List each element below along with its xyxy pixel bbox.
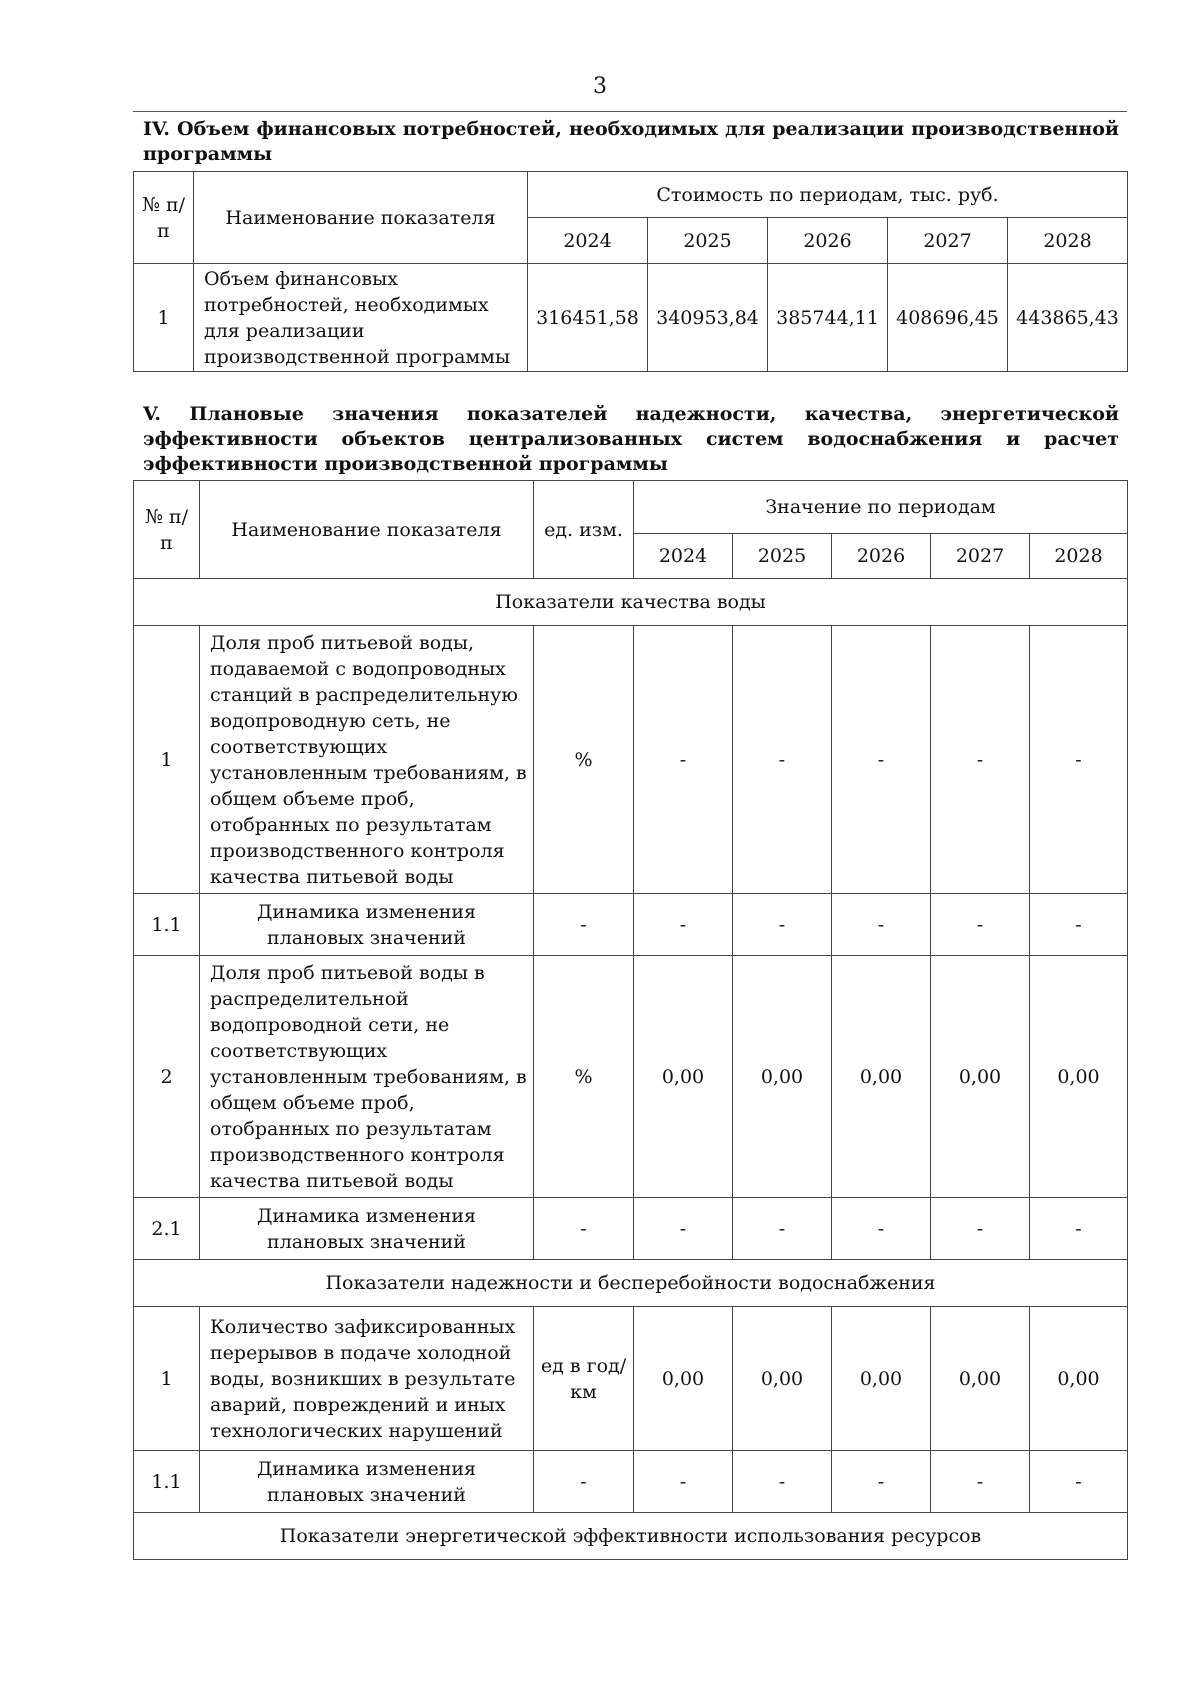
value-cell: 0,00 bbox=[1030, 1307, 1128, 1451]
table-row bbox=[134, 1198, 1128, 1260]
value-cell: 0,00 bbox=[634, 1307, 733, 1451]
row-unit: - bbox=[534, 894, 634, 956]
value-cell: - bbox=[832, 1451, 931, 1513]
value-cell: 408696,45 bbox=[888, 264, 1008, 372]
value-cell: - bbox=[832, 894, 931, 956]
value-cell: 0,00 bbox=[733, 1307, 832, 1451]
header-cost: Стоимость по периодам, тыс. руб. bbox=[528, 172, 1128, 218]
header-rule bbox=[133, 111, 1127, 112]
row-name: Количество зафиксированных перерывов в подаче холодной воды, возникших в результате аварий, повреждений и иных технологических нарушений bbox=[200, 1307, 534, 1451]
value-cell: - bbox=[634, 626, 733, 894]
group-title: Показатели энергетической эффективности использования ресурсов bbox=[134, 1513, 1128, 1560]
row-num: 1.1 bbox=[134, 1451, 200, 1513]
group-row bbox=[134, 1260, 1128, 1307]
value-cell: 443865,43 bbox=[1008, 264, 1128, 372]
value-cell: - bbox=[733, 626, 832, 894]
header-values: Значение по периодам bbox=[634, 481, 1128, 534]
value-cell: 0,00 bbox=[733, 956, 832, 1198]
year-cell: 2026 bbox=[768, 218, 888, 264]
value-cell: - bbox=[931, 894, 1030, 956]
header-num: № п/п bbox=[134, 481, 200, 579]
value-cell: - bbox=[733, 894, 832, 956]
section-4-heading: IV. Объем финансовых потребностей, необходимых для реализации производственной программы bbox=[143, 118, 1119, 165]
header-unit: ед. изм. bbox=[534, 481, 634, 579]
group-title: Показатели качества воды bbox=[134, 579, 1128, 626]
row-num: 1 bbox=[134, 264, 194, 372]
value-cell: 385744,11 bbox=[768, 264, 888, 372]
value-cell: - bbox=[733, 1451, 832, 1513]
table-row bbox=[134, 1307, 1128, 1451]
value-cell: - bbox=[1030, 1198, 1128, 1260]
indicators-table bbox=[133, 480, 1128, 1560]
year-cell: 2024 bbox=[634, 534, 733, 579]
value-cell: 0,00 bbox=[832, 1307, 931, 1451]
header-name: Наименование показателя bbox=[194, 172, 528, 264]
value-cell: - bbox=[832, 626, 931, 894]
row-unit: - bbox=[534, 1451, 634, 1513]
value-cell: - bbox=[634, 894, 733, 956]
row-num: 1 bbox=[134, 626, 200, 894]
value-cell: 0,00 bbox=[832, 956, 931, 1198]
section-5-heading: V. Плановые значения показателей надежности, качества, энергетической эффективности объектов централизованных систем водоснабжения и расчет эффективности производственной программы bbox=[143, 403, 1119, 475]
table-row bbox=[134, 1451, 1128, 1513]
year-cell: 2028 bbox=[1030, 534, 1128, 579]
year-cell: 2027 bbox=[931, 534, 1030, 579]
value-cell: - bbox=[1030, 1451, 1128, 1513]
year-cell: 2025 bbox=[733, 534, 832, 579]
value-cell: 0,00 bbox=[634, 956, 733, 1198]
header-num: № п/п bbox=[134, 172, 194, 264]
value-cell: 0,00 bbox=[931, 956, 1030, 1198]
table-row bbox=[134, 894, 1128, 956]
row-unit: % bbox=[534, 956, 634, 1198]
row-unit: - bbox=[534, 1198, 634, 1260]
row-num: 1 bbox=[134, 1307, 200, 1451]
value-cell: - bbox=[733, 1198, 832, 1260]
table-row bbox=[134, 956, 1128, 1198]
value-cell: - bbox=[634, 1198, 733, 1260]
row-name: Динамика изменения плановых значений bbox=[200, 1451, 534, 1513]
row-name: Доля проб питьевой воды, подаваемой с водопроводных станций в распределительную водопроводную сеть, не соответствующих установленным требованиям, в общем объеме проб, отобранных по результатам производственного контроля качества питьевой воды bbox=[200, 626, 534, 894]
financial-needs-table bbox=[133, 171, 1128, 372]
row-unit: ед в год/ км bbox=[534, 1307, 634, 1451]
row-num: 2.1 bbox=[134, 1198, 200, 1260]
value-cell: 0,00 bbox=[931, 1307, 1030, 1451]
row-num: 1.1 bbox=[134, 894, 200, 956]
value-cell: 340953,84 bbox=[648, 264, 768, 372]
year-cell: 2025 bbox=[648, 218, 768, 264]
year-cell: 2028 bbox=[1008, 218, 1128, 264]
group-title: Показатели надежности и бесперебойности водоснабжения bbox=[134, 1260, 1128, 1307]
row-unit: % bbox=[534, 626, 634, 894]
year-cell: 2026 bbox=[832, 534, 931, 579]
year-cell: 2024 bbox=[528, 218, 648, 264]
table-row bbox=[134, 626, 1128, 894]
row-num: 2 bbox=[134, 956, 200, 1198]
value-cell: - bbox=[1030, 626, 1128, 894]
group-row bbox=[134, 579, 1128, 626]
value-cell: 0,00 bbox=[1030, 956, 1128, 1198]
value-cell: - bbox=[931, 1198, 1030, 1260]
header-name: Наименование показателя bbox=[200, 481, 534, 579]
year-cell: 2027 bbox=[888, 218, 1008, 264]
value-cell: 316451,58 bbox=[528, 264, 648, 372]
row-name: Динамика изменения плановых значений bbox=[200, 894, 534, 956]
row-name: Доля проб питьевой воды в распределительной водопроводной сети, не соответствующих установленным требованиям, в общем объеме проб, отобранных по результатам производственного контроля качества питьевой воды bbox=[200, 956, 534, 1198]
value-cell: - bbox=[1030, 894, 1128, 956]
row-name: Динамика изменения плановых значений bbox=[200, 1198, 534, 1260]
row-name: Объем финансовых потребностей, необходимых для реализации производственной программы bbox=[194, 264, 528, 372]
value-cell: - bbox=[931, 626, 1030, 894]
value-cell: - bbox=[931, 1451, 1030, 1513]
page-number: 3 bbox=[593, 74, 607, 99]
group-row bbox=[134, 1513, 1128, 1560]
value-cell: - bbox=[634, 1451, 733, 1513]
table-row bbox=[134, 264, 1128, 372]
value-cell: - bbox=[832, 1198, 931, 1260]
